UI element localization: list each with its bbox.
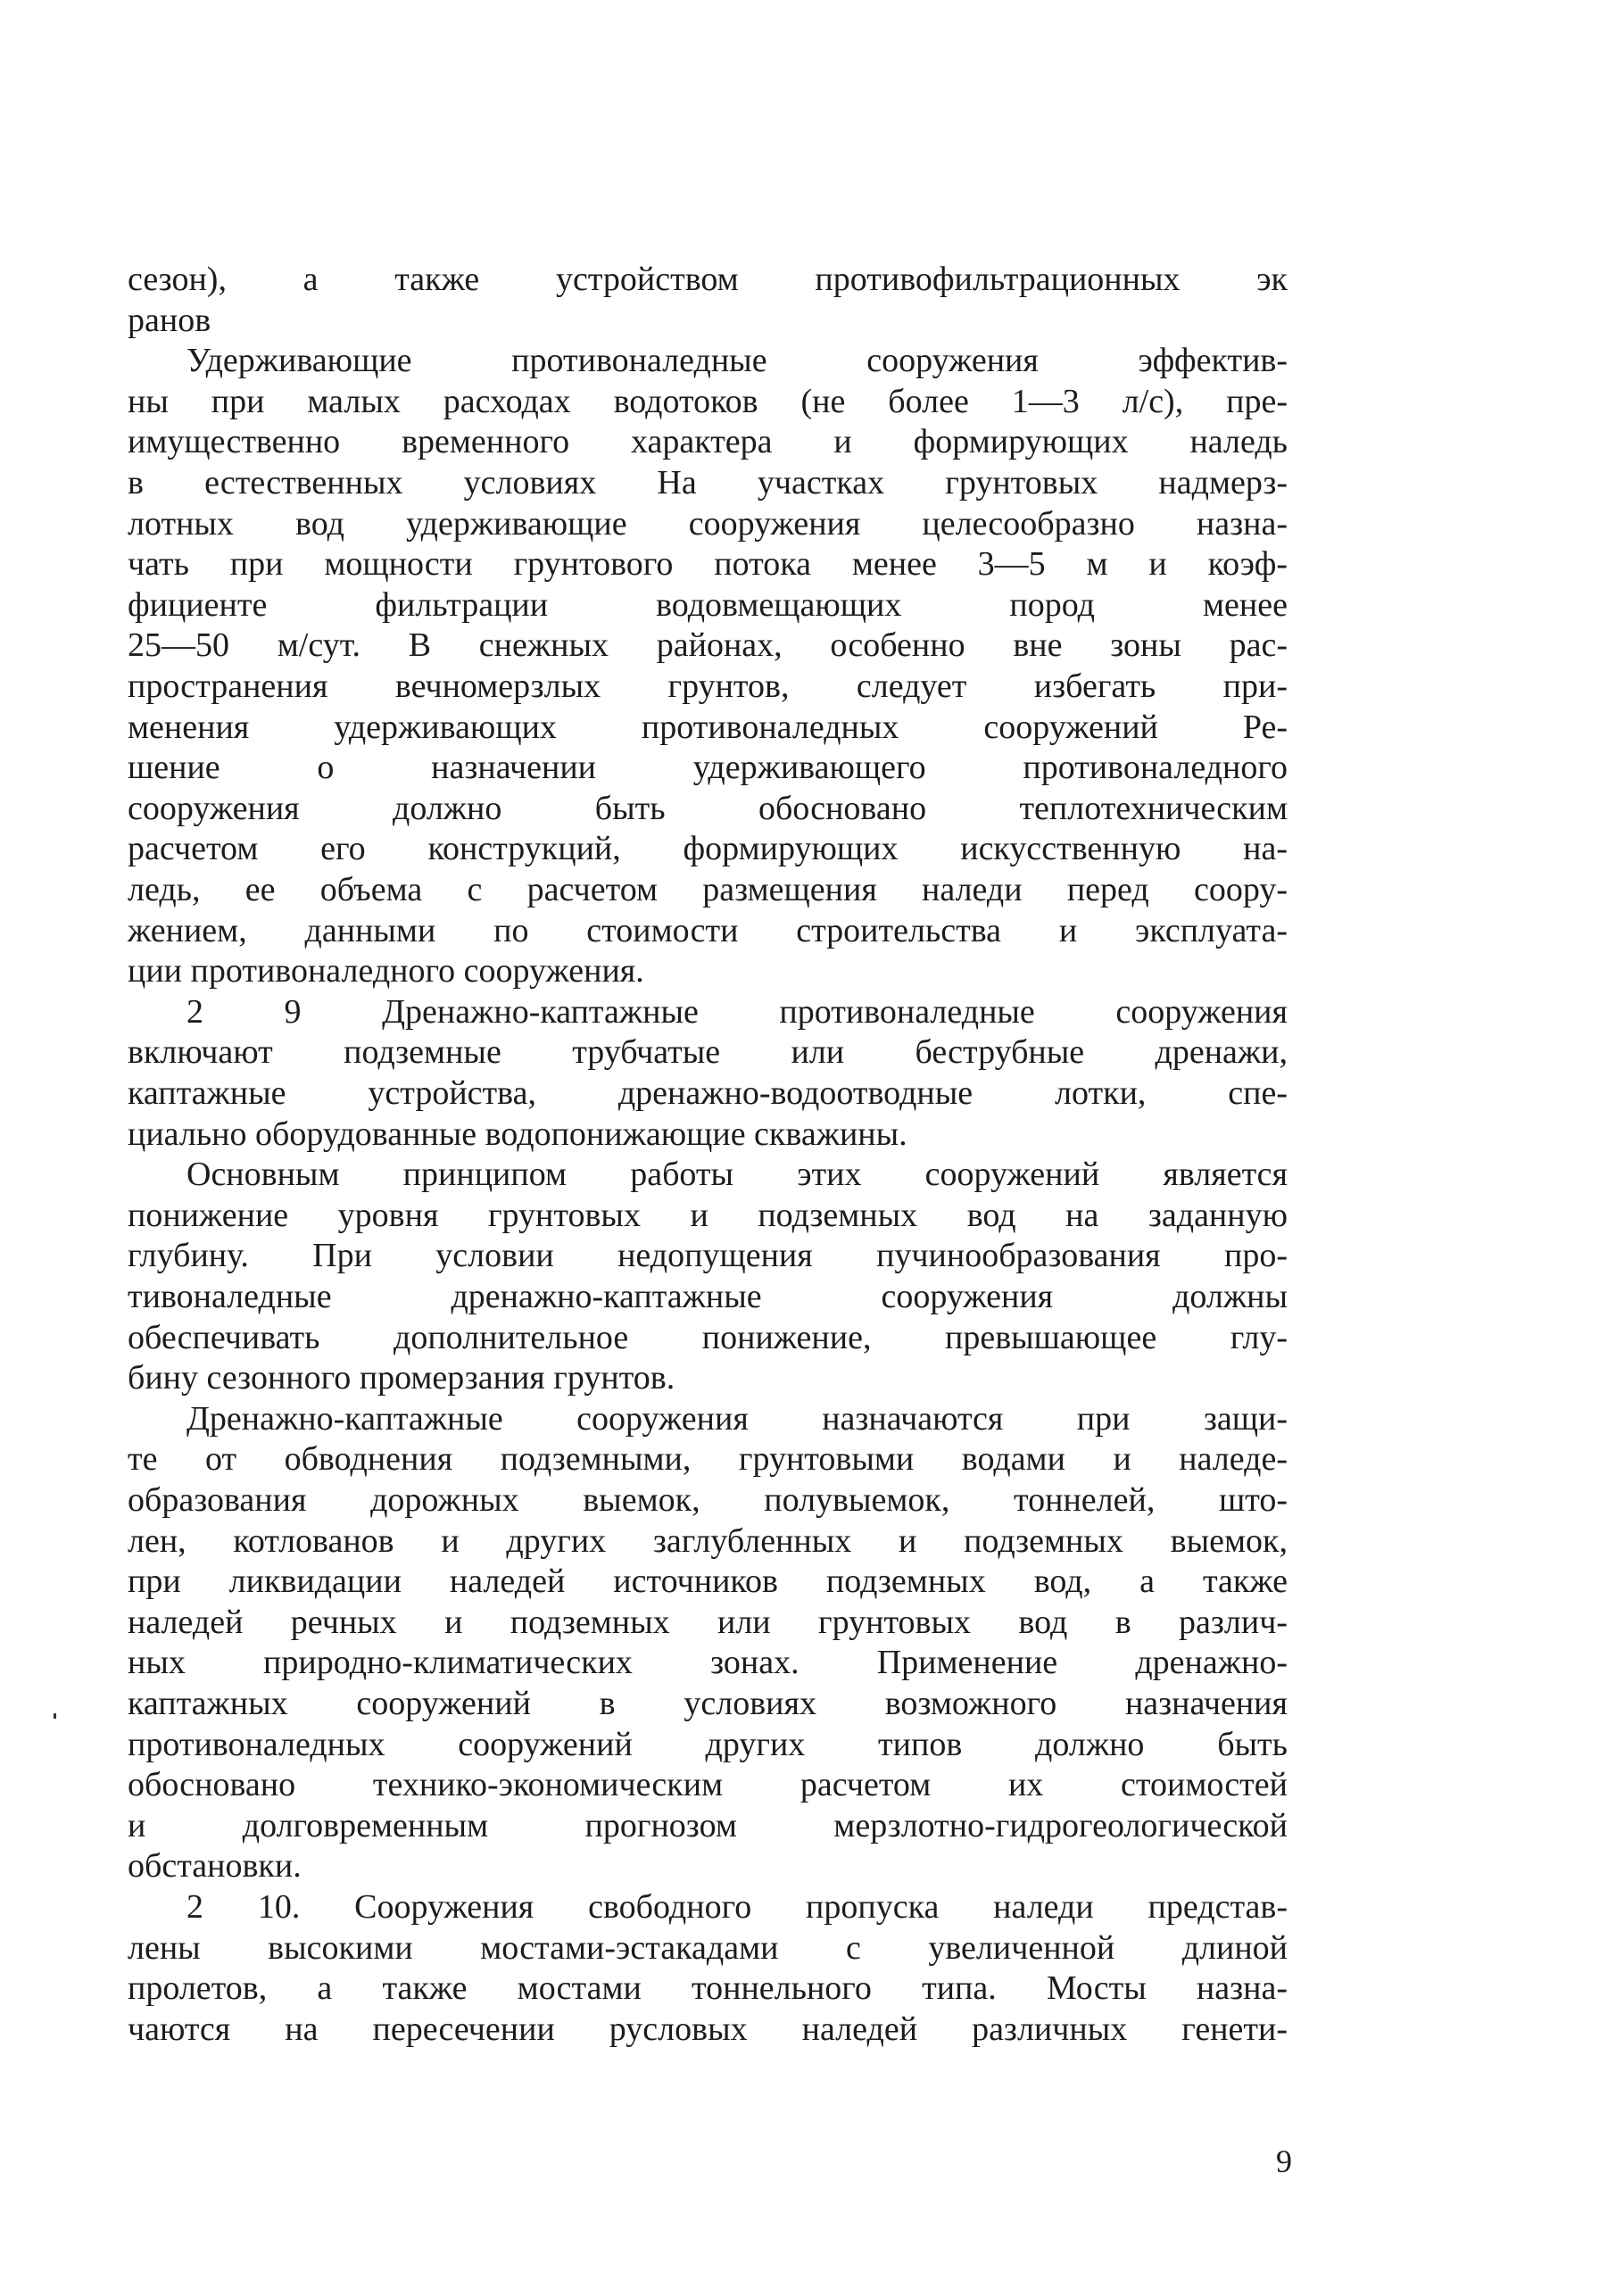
text-line: ных природно-климатических зонах. Применение дренажно-	[128, 1644, 1288, 1681]
page-number: 9	[1276, 2143, 1292, 2179]
text-line: ранов	[128, 302, 211, 339]
text-line: 25—50 м/сут. В снежных районах, особенно вне зоны рас-	[128, 626, 1288, 664]
text-line: имущественно временного характера и формирующих наледь	[128, 423, 1288, 460]
text-line: чаются на пересечении русловых наледей различных генети-	[128, 2010, 1288, 2048]
text-line: менения удерживающих противоналедных сооружений Ре-	[128, 709, 1288, 746]
text-line: Удерживающие противоналедные сооружения эффектив-	[186, 342, 1288, 379]
text-line: обстановки.	[128, 1847, 302, 1885]
text-line: пространения вечномерзлых грунтов, следует избегать при-	[128, 667, 1288, 705]
text-line: и долговременным прогнозом мерзлотно-гидрогеологической	[128, 1807, 1288, 1844]
text-line: ледь, ее объема с расчетом размещения наледи перед соору-	[128, 871, 1288, 908]
text-line: пролетов, а также мостами тоннельного типа. Мосты назна-	[128, 1969, 1288, 2007]
text-line: ции противоналедного сооружения.	[128, 952, 644, 990]
text-line: 2 10. Сооружения свободного пропуска наледи представ-	[186, 1888, 1288, 1926]
text-line: бину сезонного промерзания грунтов.	[128, 1359, 675, 1397]
text-line: наледей речных и подземных или грунтовых вод в различ-	[128, 1604, 1288, 1641]
text-line: образования дорожных выемок, полувыемок, тоннелей, што-	[128, 1481, 1288, 1519]
text-line: лены высокими мостами-эстакадами с увеличенной длиной	[128, 1929, 1288, 1967]
text-line: циально оборудованные водопонижающие скважины.	[128, 1115, 907, 1153]
text-line: шение о назначении удерживающего противоналедного	[128, 749, 1288, 786]
text-line: противоналедных сооружений других типов должно быть	[128, 1726, 1288, 1763]
text-line: фициенте фильтрации водовмещающих пород менее	[128, 586, 1288, 624]
text-line: глубину. При условии недопущения пучинообразования про-	[128, 1237, 1288, 1274]
text-line: 2 9 Дренажно-каптажные противоналедные сооружения	[186, 993, 1288, 1031]
text-line: Дренажно-каптажные сооружения назначаются при защи-	[186, 1400, 1288, 1438]
text-line: обосновано технико-экономическим расчетом их стоимостей	[128, 1766, 1288, 1803]
text-line: жением, данными по стоимости строительства и эксплуата-	[128, 912, 1288, 949]
text-line: лотных вод удерживающие сооружения целесообразно назна-	[128, 505, 1288, 543]
text-line: каптажные устройства, дренажно-водоотводные лотки, спе-	[128, 1074, 1288, 1112]
text-line: в естественных условиях На участках грунтовых надмерз-	[128, 464, 1288, 501]
scan-speck	[54, 1713, 56, 1719]
text-line: те от обводнения подземными, грунтовыми водами и наледе-	[128, 1440, 1288, 1478]
text-line: тивоналедные дренажно-каптажные сооружения должны	[128, 1278, 1288, 1315]
text-line: сезон), а также устройством противофильтрационных эк	[128, 261, 1288, 298]
text-line: чать при мощности грунтового потока менее 3—5 м и коэф-	[128, 545, 1288, 583]
text-line: понижение уровня грунтовых и подземных вод на заданную	[128, 1197, 1288, 1234]
text-line: сооружения должно быть обосновано теплотехническим	[128, 790, 1288, 827]
text-line: обеспечивать дополнительное понижение, превышающее глу-	[128, 1319, 1288, 1356]
text-line: расчетом его конструкций, формирующих искусственную на-	[128, 830, 1288, 867]
text-line: включают подземные трубчатые или беструбные дренажи,	[128, 1033, 1288, 1071]
text-line: Основным принципом работы этих сооружений является	[186, 1156, 1288, 1193]
text-line: лен, котлованов и других заглубленных и подземных выемок,	[128, 1522, 1288, 1560]
text-line: при ликвидации наледей источников подземных вод, а также	[128, 1562, 1288, 1600]
text-line: ны при малых расходах водотоков (не более 1—3 л/с), пре-	[128, 383, 1288, 420]
text-line: каптажных сооружений в условиях возможного назначения	[128, 1685, 1288, 1722]
